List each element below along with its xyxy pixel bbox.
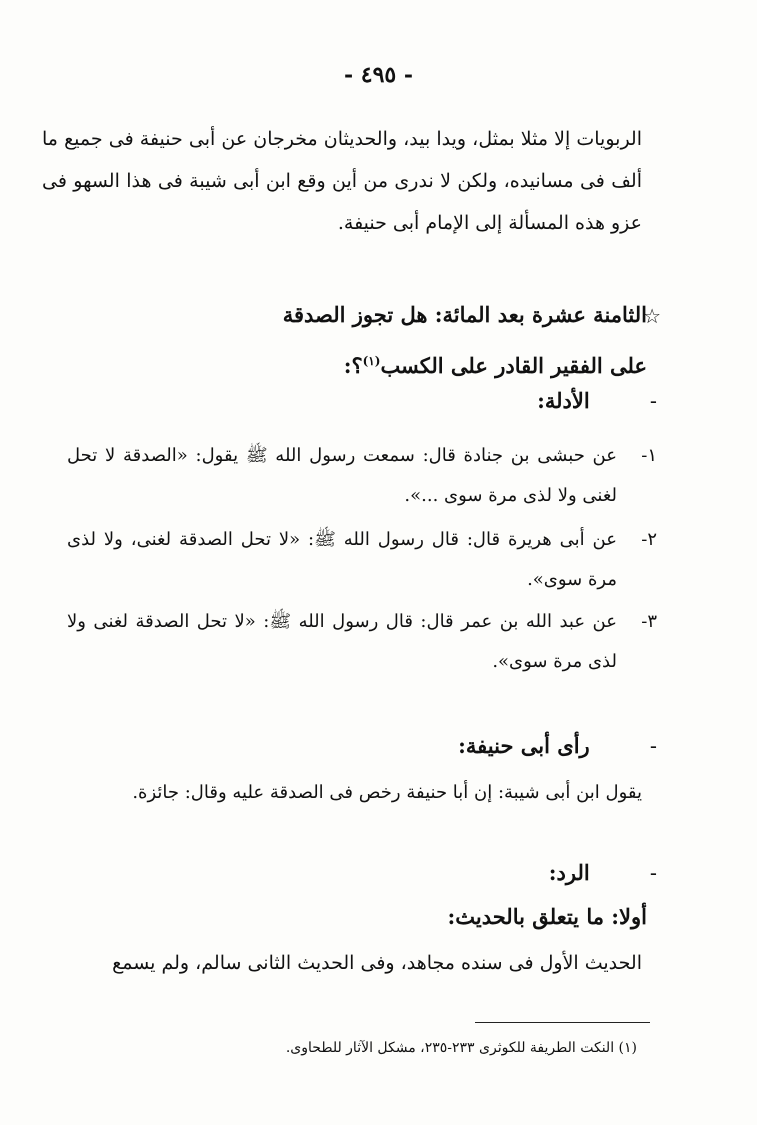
- dash: -: [649, 861, 657, 885]
- evidence-item: [67, 436, 657, 516]
- item-number: ١-: [641, 445, 657, 466]
- section-title-line2: على الفقير القادر على الكسب: [380, 353, 647, 378]
- evidence-item: [67, 520, 657, 600]
- dash: -: [649, 734, 657, 758]
- item-number: ٣-: [641, 611, 657, 632]
- footnote-ref[interactable]: (١): [362, 354, 381, 368]
- evidence-heading: [97, 388, 657, 413]
- evidence-label: الأدلة:: [537, 388, 590, 413]
- section-title-end: ؟:: [343, 353, 363, 378]
- item-text: عن عبد الله بن عمر قال: قال رسول الله ﷺ: «لا تحل الصدقة لغنى ولا لذى مرة سوى».: [67, 611, 617, 672]
- intro-paragraph: الربويات إلا مثلا بمثل، ويدا بيد، والحديثان مخرجان عن أبى حنيفة فى جميع ما ألف فى مسانيده، ولكن لا ندرى من أين وقع ابن أبى شيبة فى هذا السهو فى عزو هذه المسألة إلى الإمام أبى حنيفة.: [42, 128, 642, 234]
- section-title-line1: الثامنة عشرة بعد المائة: هل تجوز الصدقة: [282, 302, 647, 327]
- opinion-text: يقول ابن أبى شيبة: إن أبا حنيفة رخص فى الصدقة عليه وقال: جائزة.: [132, 782, 642, 803]
- footnote-divider: [475, 1022, 650, 1023]
- opinion-label: رأى أبى حنيفة:: [458, 733, 590, 758]
- reply-first-label: أولا: ما يتعلق بالحديث:: [447, 904, 647, 929]
- item-text: عن حبشى بن جنادة قال: سمعت رسول الله ﷺ يقول: «الصدقة لا تحل لغنى ولا لذى مرة سوى ...».: [67, 445, 617, 506]
- reply-label: الرد:: [548, 860, 590, 885]
- dash: -: [649, 389, 657, 413]
- reply-text: الحديث الأول فى سنده مجاهد، وفى الحديث الثانى سالم، ولم يسمع: [112, 952, 642, 974]
- reply-heading: [97, 860, 657, 885]
- item-number: ٢-: [641, 529, 657, 550]
- opinion-heading: [97, 733, 657, 758]
- item-text: عن أبى هريرة قال: قال رسول الله ﷺ: «لا تحل الصدقة لغنى، ولا لذى مرة سوى».: [67, 529, 617, 590]
- footnote: (١) النكت الطريفة للكوثرى ٢٣٣-٢٣٥، مشكل الآثار للطحاوى.: [285, 1040, 637, 1056]
- evidence-item: [67, 602, 657, 682]
- star-icon: ☆: [643, 304, 661, 328]
- section-title-line2-wrap: [87, 338, 647, 389]
- reply-first-heading: [87, 904, 647, 929]
- page-number: - ٤٩٥ -: [343, 62, 414, 88]
- section-title: [87, 292, 647, 389]
